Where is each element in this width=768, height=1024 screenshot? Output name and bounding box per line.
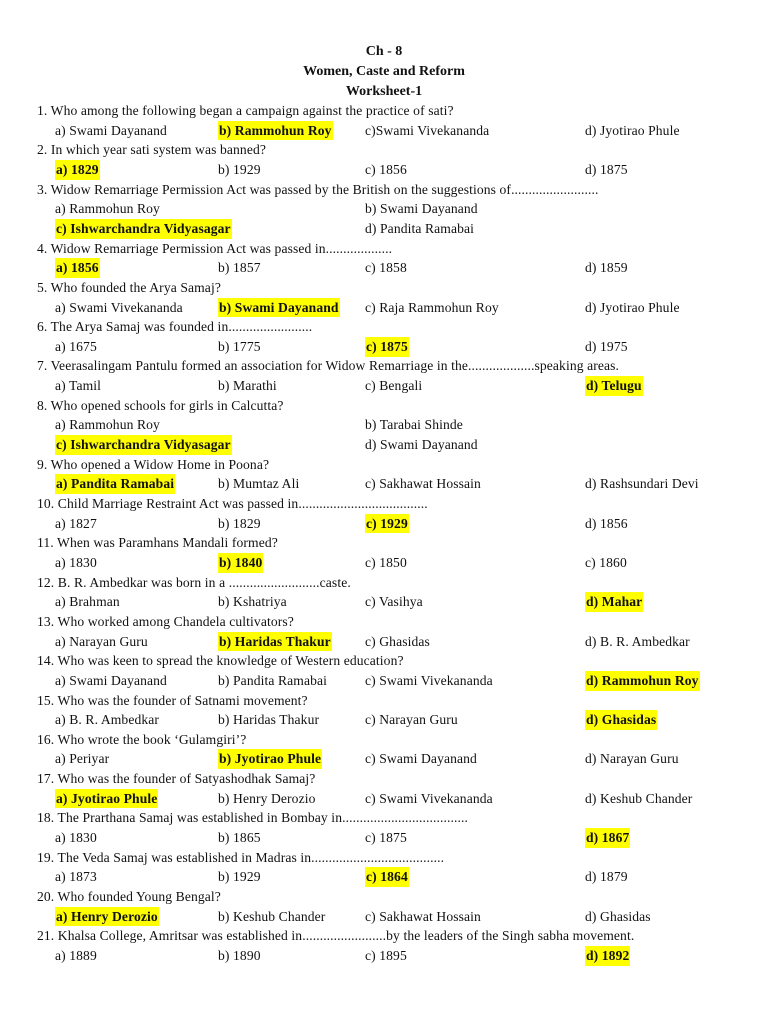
options-row xyxy=(0,749,768,769)
answer-option: b) 1929 xyxy=(218,161,261,177)
question-row xyxy=(0,180,768,200)
answer-option: b) Keshub Chander xyxy=(218,908,326,924)
question-text: 14. Who was keen to spread the knowledge of Western education? xyxy=(37,653,404,669)
options-row xyxy=(0,474,768,494)
answer-option-highlighted: c) 1875 xyxy=(365,337,409,357)
answer-option: a) 1675 xyxy=(55,338,97,354)
question-text: 15. Who was the founder of Satnami movement? xyxy=(37,692,308,708)
answer-option: c) Swami Vivekananda xyxy=(365,672,493,688)
answer-option: d) 1879 xyxy=(585,869,628,885)
answer-option: d) 1875 xyxy=(585,161,628,177)
answer-option: b) Tarabai Shinde xyxy=(365,417,463,433)
answer-option: a) Swami Dayanand xyxy=(55,672,167,688)
answer-option: c) Raja Rammohun Roy xyxy=(365,299,499,315)
answer-option-highlighted: c) Ishwarchandra Vidyasagar xyxy=(55,219,232,239)
answer-option: c) 1895 xyxy=(365,947,407,963)
options-row xyxy=(0,160,768,180)
worksheet-title: Women, Caste and Reform xyxy=(303,64,465,79)
question-text: 10. Child Marriage Restraint Act was passed in..................................... xyxy=(37,496,428,511)
answer-option: d) 1856 xyxy=(585,515,628,531)
options-row xyxy=(0,199,768,219)
options-row xyxy=(0,710,768,730)
answer-option-highlighted: d) Ghasidas xyxy=(585,710,657,730)
answer-option: d) Keshub Chander xyxy=(585,790,693,806)
options-row xyxy=(0,828,768,848)
answer-option: b) 1890 xyxy=(218,947,261,963)
answer-option-highlighted: a) Jyotirao Phule xyxy=(55,789,158,809)
answer-option: d) Jyotirao Phule xyxy=(585,299,680,315)
answer-option: a) 1830 xyxy=(55,554,97,570)
answer-option: a) Rammohun Roy xyxy=(55,417,160,433)
options-row xyxy=(0,867,768,887)
options-row xyxy=(0,946,768,966)
answer-option: b) Mumtaz Ali xyxy=(218,476,300,492)
answer-option-highlighted: b) Haridas Thakur xyxy=(218,632,332,652)
answer-option-highlighted: a) Pandita Ramabai xyxy=(55,474,175,494)
question-text: 9. Who opened a Widow Home in Poona? xyxy=(37,456,270,472)
question-text: 19. The Veda Samaj was established in Madras in...................................... xyxy=(37,849,445,865)
answer-option: a) 1830 xyxy=(55,830,97,846)
answer-option-highlighted: a) 1829 xyxy=(55,160,100,180)
question-row xyxy=(0,533,768,553)
question-text: 12. B. R. Ambedkar was born in a ..........................caste. xyxy=(37,574,351,590)
answer-option: d) Rashsundari Devi xyxy=(585,476,699,492)
answer-option: a) Rammohun Roy xyxy=(55,201,160,217)
answer-option-highlighted: c) Ishwarchandra Vidyasagar xyxy=(55,435,232,455)
answer-option: c) 1875 xyxy=(365,830,407,846)
question-row xyxy=(0,730,768,750)
options-row xyxy=(0,514,768,534)
answer-option: b) 1775 xyxy=(218,338,261,354)
answer-option-highlighted: d) 1867 xyxy=(585,828,630,848)
answer-option-highlighted: a) Henry Derozio xyxy=(55,907,159,927)
answer-option-highlighted: a) 1856 xyxy=(55,258,100,278)
options-row xyxy=(0,258,768,278)
question-row xyxy=(0,317,768,337)
answer-option: b) Henry Derozio xyxy=(218,790,316,806)
question-row xyxy=(0,769,768,789)
answer-option-highlighted: b) 1840 xyxy=(218,553,263,573)
answer-option: a) Narayan Guru xyxy=(55,633,148,649)
question-row xyxy=(0,278,768,298)
options-row xyxy=(0,121,768,141)
question-row xyxy=(0,140,768,160)
answer-option: c) Sakhawat Hossain xyxy=(365,476,481,492)
answer-option: a) Tamil xyxy=(55,378,102,394)
answer-option: b) Kshatriya xyxy=(218,594,287,610)
question-text: 7. Veerasalingam Pantulu formed an association for Widow Remarriage in the...................speaking areas. xyxy=(37,358,620,374)
answer-option: a) B. R. Ambedkar xyxy=(55,712,160,728)
options-row xyxy=(0,907,768,927)
worksheet-subtitle: Worksheet-1 xyxy=(345,84,423,99)
answer-option-highlighted: c) 1864 xyxy=(365,867,409,887)
question-text: 11. When was Paramhans Mandali formed? xyxy=(37,535,278,551)
options-row xyxy=(0,435,768,455)
answer-option: d) 1859 xyxy=(585,260,628,276)
answer-option: b) Marathi xyxy=(218,378,277,394)
answer-option: b) 1829 xyxy=(218,515,261,531)
answer-option: b) 1857 xyxy=(218,260,261,276)
answer-option: c) Vasihya xyxy=(365,594,423,610)
question-text: 16. Who wrote the book ‘Gulamgiri’? xyxy=(37,731,247,747)
question-row xyxy=(0,356,768,376)
answer-option-highlighted: b) Jyotirao Phule xyxy=(218,749,322,769)
answer-option: a) Periyar xyxy=(55,751,110,767)
answer-option: c) 1860 xyxy=(585,554,627,570)
answer-option-highlighted: c) 1929 xyxy=(365,514,409,534)
question-text: 2. In which year sati system was banned? xyxy=(37,142,266,158)
answer-option-highlighted: d) 1892 xyxy=(585,946,630,966)
question-row xyxy=(0,612,768,632)
answer-option-highlighted: d) Telugu xyxy=(585,376,643,396)
question-text: 20. Who founded Young Bengal? xyxy=(37,889,221,904)
options-row xyxy=(0,553,768,573)
answer-option: c) Sakhawat Hossain xyxy=(365,908,481,924)
question-row xyxy=(0,455,768,475)
answer-option: a) Brahman xyxy=(55,594,120,610)
options-row xyxy=(0,671,768,691)
answer-option: a) 1889 xyxy=(55,947,97,963)
question-text: 13. Who worked among Chandela cultivators? xyxy=(37,613,294,629)
question-row xyxy=(0,691,768,711)
question-text: 5. Who founded the Arya Samaj? xyxy=(37,279,221,295)
answer-option: d) B. R. Ambedkar xyxy=(585,633,690,649)
answer-option: b) Pandita Ramabai xyxy=(218,672,328,688)
answer-option: c) Swami Vivekananda xyxy=(365,790,493,806)
answer-option: d) Swami Dayanand xyxy=(365,437,478,453)
question-text: 8. Who opened schools for girls in Calcutta? xyxy=(37,397,284,413)
answer-option: c) 1850 xyxy=(365,554,407,570)
question-text: 6. The Arya Samaj was founded in........................ xyxy=(37,319,313,335)
answer-option: c) Ghasidas xyxy=(365,633,430,649)
options-row xyxy=(0,592,768,612)
answer-option: b) 1929 xyxy=(218,869,261,885)
question-row xyxy=(0,396,768,416)
answer-option: d) Pandita Ramabai xyxy=(365,220,475,236)
question-row xyxy=(0,848,768,868)
answer-option: a) 1827 xyxy=(55,515,97,531)
question-text: 17. Who was the founder of Satyashodhak Samaj? xyxy=(37,771,316,787)
answer-option: a) Swami Dayanand xyxy=(55,122,167,138)
options-row xyxy=(0,337,768,357)
answer-option: a) Swami Vivekananda xyxy=(55,299,183,315)
answer-option: b) Swami Dayanand xyxy=(365,201,478,217)
chapter-label: Ch - 8 xyxy=(365,44,403,59)
question-text: 1. Who among the following began a campaign against the practice of sati? xyxy=(37,103,454,118)
answer-option: c) Narayan Guru xyxy=(365,712,458,728)
answer-option: c) Bengali xyxy=(365,378,423,394)
answer-option-highlighted: d) Mahar xyxy=(585,592,643,612)
question-row xyxy=(0,926,768,946)
options-row xyxy=(0,219,768,239)
answer-option: b) 1865 xyxy=(218,830,261,846)
answer-option: d) Jyotirao Phule xyxy=(585,122,680,138)
answer-option: d) Ghasidas xyxy=(585,908,651,924)
options-row xyxy=(0,789,768,809)
answer-option: c)Swami Vivekananda xyxy=(365,122,490,138)
question-row xyxy=(0,573,768,593)
question-row xyxy=(0,101,768,121)
options-row xyxy=(0,632,768,652)
options-row xyxy=(0,415,768,435)
answer-option: a) 1873 xyxy=(55,869,97,885)
answer-option: b) Haridas Thakur xyxy=(218,712,320,728)
answer-option-highlighted: d) Rammohun Roy xyxy=(585,671,700,691)
options-row xyxy=(0,376,768,396)
question-text: 4. Widow Remarriage Permission Act was passed in................... xyxy=(37,240,393,256)
options-row xyxy=(0,298,768,318)
question-row xyxy=(0,239,768,259)
question-text: 21. Khalsa College, Amritsar was established in........................by the leaders of the Singh sabha movement. xyxy=(37,928,635,944)
question-row xyxy=(0,651,768,671)
question-row xyxy=(0,494,768,514)
question-text: 3. Widow Remarriage Permission Act was passed by the British on the suggestions of......................... xyxy=(37,181,599,197)
answer-option-highlighted: b) Rammohun Roy xyxy=(218,121,333,141)
answer-option: c) 1856 xyxy=(365,161,407,177)
answer-option: c) Swami Dayanand xyxy=(365,751,477,767)
answer-option: c) 1858 xyxy=(365,260,407,276)
answer-option-highlighted: b) Swami Dayanand xyxy=(218,298,340,318)
answer-option: d) 1975 xyxy=(585,338,628,354)
question-row xyxy=(0,808,768,828)
question-row xyxy=(0,887,768,907)
answer-option: d) Narayan Guru xyxy=(585,751,679,767)
question-text: 18. The Prarthana Samaj was established in Bombay in.................................... xyxy=(37,810,469,826)
